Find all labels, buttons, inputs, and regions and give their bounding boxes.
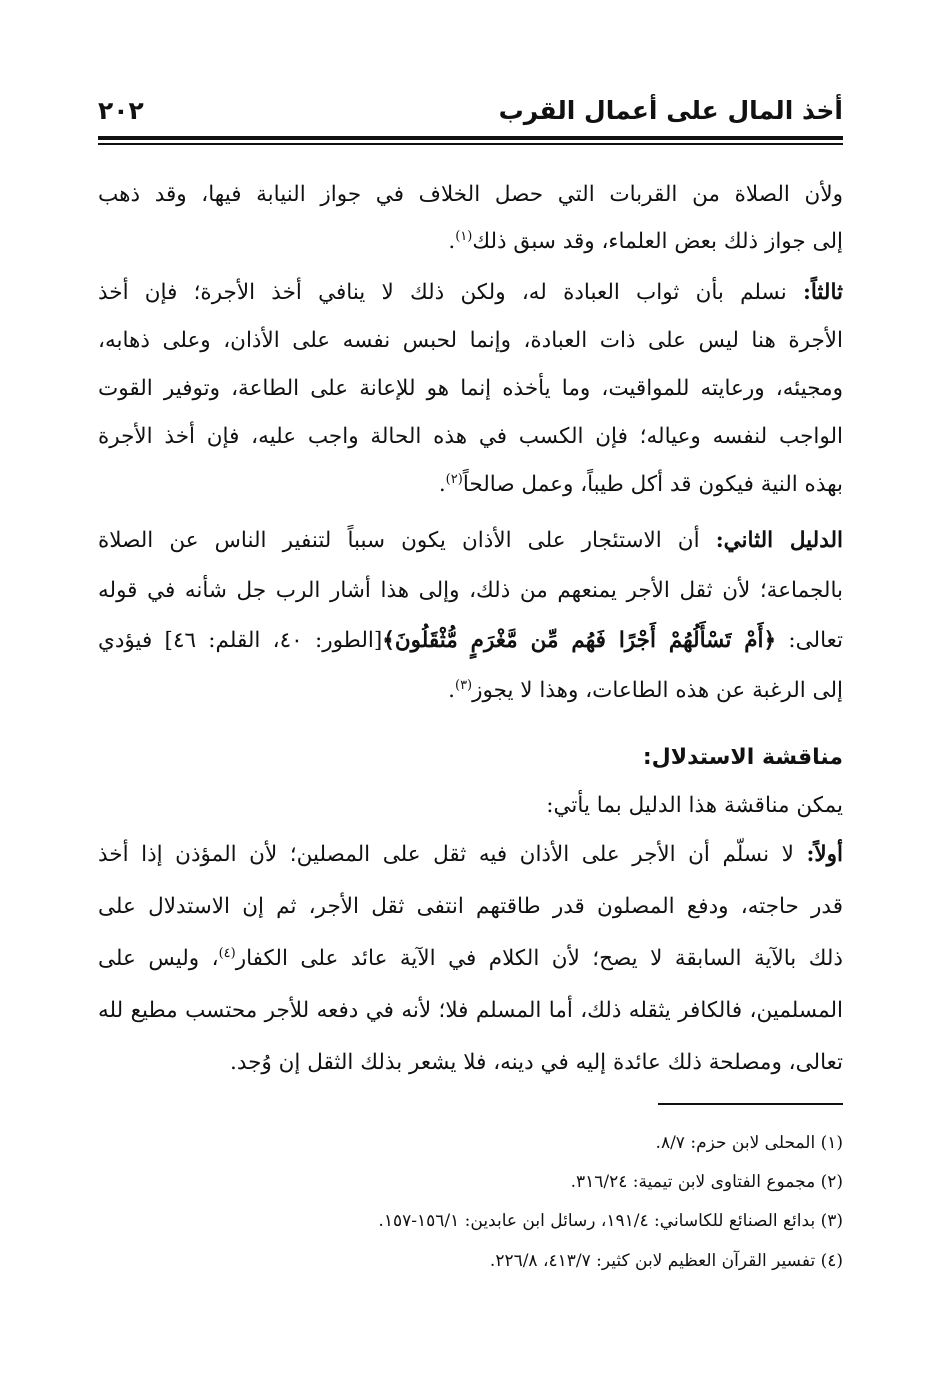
text-line: ولأن الصلاة من القربات التي حصل الخلاف في جواز النيابة فيها، وقد ذهب (98, 182, 843, 207)
page-number: ٢٠٢ (98, 96, 144, 125)
text-line: المسلمين، فالكافر يثقله ذلك، أما المسلم فلا؛ لأنه في دفعه للأجر محتسب مطيع لله (98, 998, 843, 1023)
footnote: (٤) تفسير القرآن العظيم لابن كثير: ٤١٣/٧، ٢٢٦/٨. (489, 1251, 843, 1271)
header-rule-thick (98, 136, 843, 140)
text-line: ومجيئه، ورعايته للمواقيت، وما يأخذه إنما هو للإعانة على الطاعة، وتوفير القوت (98, 376, 843, 401)
header-rule-thin (98, 143, 843, 145)
footnote: (٢) مجموع الفتاوى لابن تيمية: ٣١٦/٢٤. (570, 1172, 843, 1192)
text-line: أولاً: لا نسلّم أن الأجر على الأذان فيه ثقل على المصلين؛ لأن المؤذن إذا أخذ (98, 842, 843, 867)
footnote-separator (658, 1103, 843, 1105)
running-header (98, 92, 843, 132)
text-line: بهذه النية فيكون قد أكل طيباً، وعمل صالحاً$^{(٢)}$. (438, 471, 843, 497)
book-title: أخذ المال على أعمال القرب (498, 96, 843, 125)
section-heading: مناقشة الاستدلال: (642, 745, 843, 770)
footnote-ref[interactable]: (١) (455, 228, 473, 244)
footnote-ref[interactable]: (٣) (454, 677, 473, 693)
footnote: (٣) بدائع الصنائع للكاساني: ١٩١/٤، رسائل ابن عابدين: ١٥٦/١-١٥٧. (378, 1211, 843, 1231)
text-line: قدر حاجته، ودفع المصلون قدر طاقتهم انتفى ثقل الأجر، ثم إن الاستدلال على (98, 894, 843, 919)
text-line: بالجماعة؛ لأن ثقل الأجر يمنعهم من ذلك، وإلى هذا أشار الرب جل شأنه في قوله (98, 578, 843, 603)
point-label: أولاً: (806, 842, 843, 867)
quran-verse: ﴿أَمْ تَسْأَلُهُمْ أَجْرًا فَهُم مِّن مَّغْرَمٍ مُّثْقَلُونَ﴾ (382, 628, 777, 653)
text-line: الدليل الثاني: أن الاستئجار على الأذان يكون سبباً لتنفير الناس عن الصلاة (98, 528, 843, 553)
footnote: (١) المحلى لابن حزم: ٨/٧. (655, 1133, 843, 1153)
text-line: الواجب لنفسه وعياله؛ فإن الكسب في هذه الحالة واجب عليه، فإن أخذ الأجرة (98, 424, 843, 449)
point-label: ثالثاً: (802, 280, 843, 305)
footnote-ref[interactable]: (٤) (218, 945, 236, 961)
text-line: ذلك بالآية السابقة لا يصح؛ لأن الكلام في الآية عائد على الكفار$^{(٤)}$، وليس على (98, 945, 843, 971)
evidence-label: الدليل الثاني: (715, 528, 843, 553)
footnote-ref[interactable]: (٢) (445, 471, 463, 487)
text-line: إلى جواز ذلك بعض العلماء، وقد سبق ذلك$^{(١)}$. (448, 228, 843, 254)
text-line: يمكن مناقشة هذا الدليل بما يأتي: (546, 793, 843, 818)
text-line: تعالى: ﴿أَمْ تَسْأَلُهُمْ أَجْرًا فَهُم مِّن مَّغْرَمٍ مُّثْقَلُونَ﴾[الطور: ٤٠، القلم: ٤٦] فيؤدي (98, 628, 843, 653)
text-line: الأجرة هنا ليس على ذات العبادة، وإنما لحبس نفسه على الأذان، وعلى ذهابه، (98, 328, 843, 353)
text-line: إلى الرغبة عن هذه الطاعات، وهذا لا يجوز$^{(٣)}$. (448, 677, 843, 703)
text-line: تعالى، ومصلحة ذلك عائدة إليه في دينه، فلا يشعر بذلك الثقل إن وُجد. (230, 1050, 843, 1075)
text-line: ثالثاً: نسلم بأن ثواب العبادة له، ولكن ذلك لا ينافي أخذ الأجرة؛ فإن أخذ (98, 280, 843, 305)
